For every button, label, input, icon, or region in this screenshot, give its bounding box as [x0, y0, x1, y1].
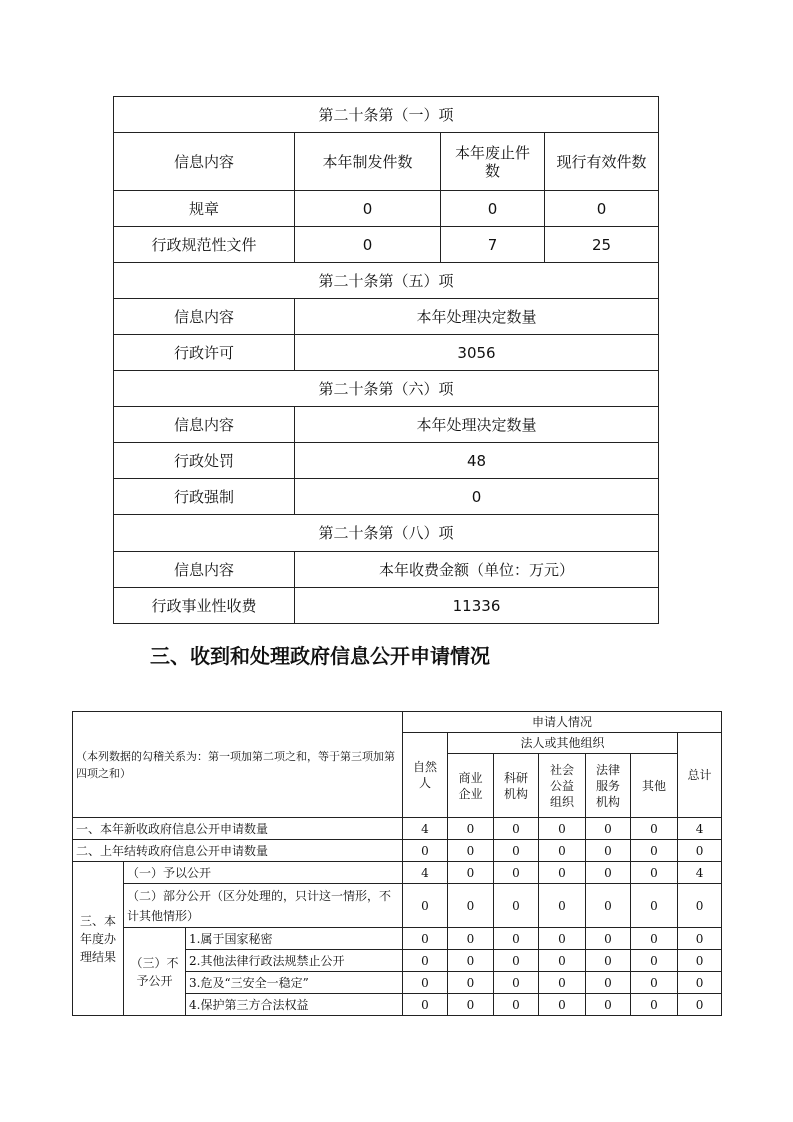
header-info-content: 信息内容 [114, 407, 295, 443]
row-group-not-disclose-line2: 予公开 [136, 973, 173, 988]
table-cell: 0 [448, 928, 494, 950]
table-cell: 0 [448, 862, 494, 884]
table-cell: 0 [539, 972, 586, 994]
header-social-line3: 组织 [549, 794, 574, 809]
table-cell: 0 [494, 862, 539, 884]
header-decision-count: 本年处理决定数量 [295, 407, 659, 443]
header-legal-service [586, 754, 631, 818]
row-group-results [73, 862, 124, 1016]
table-cell: 0 [586, 884, 631, 928]
header-business-line1: 商业 [458, 770, 483, 785]
table-cell: 0 [403, 994, 448, 1016]
cell-normative-issued: 0 [295, 227, 441, 263]
header-info-content: 信息内容 [114, 299, 295, 335]
table-cell: 0 [403, 950, 448, 972]
header-business-line2: 企业 [458, 786, 483, 801]
table-cell: 0 [403, 928, 448, 950]
table-cell: 0 [448, 972, 494, 994]
table-cell: 0 [678, 994, 722, 1016]
table-cell: 0 [586, 950, 631, 972]
header-natural-person [403, 733, 448, 818]
header-research-line1: 科研 [503, 770, 528, 785]
table-cell: 0 [586, 818, 631, 840]
header-social-line2: 公益 [549, 778, 574, 793]
header-legal-line1: 法律 [595, 762, 620, 777]
table-cell: 0 [631, 950, 678, 972]
table-cell: 0 [539, 818, 586, 840]
table-cell: 0 [539, 840, 586, 862]
header-info-content: 信息内容 [114, 133, 295, 191]
table-cell: 0 [539, 950, 586, 972]
section-title-20-1: 第二十条第（一）项 [114, 97, 659, 133]
table-cell: 0 [448, 840, 494, 862]
header-fee-amount: 本年收费金额（单位：万元） [295, 552, 659, 588]
row-label-partial-disclose: （二）部分公开（区分处理的，只计这一情形，不计其他情形） [124, 884, 403, 928]
table-cell: 0 [678, 928, 722, 950]
row-label-normative-docs: 行政规范性文件 [114, 227, 295, 263]
row-label-penalty: 行政处罚 [114, 443, 295, 479]
header-legal-line2: 服务 [595, 778, 620, 793]
table-cell: 0 [448, 994, 494, 1016]
table-cell: 4 [403, 818, 448, 840]
table-cell: 0 [631, 928, 678, 950]
table-cell: 0 [631, 840, 678, 862]
section-title-20-6: 第二十条第（六）项 [114, 371, 659, 407]
table-cell: 4 [678, 862, 722, 884]
row-label-enforcement: 行政强制 [114, 479, 295, 515]
table-cell: 0 [494, 884, 539, 928]
row-label-safety-stability: 3.危及“三安全一稳定” [186, 972, 403, 994]
table-cell: 0 [631, 818, 678, 840]
header-research-line2: 机构 [503, 786, 528, 801]
cell-normative-valid: 25 [545, 227, 659, 263]
table-cell: 0 [539, 884, 586, 928]
table-cell: 0 [494, 840, 539, 862]
table-cell: 0 [494, 818, 539, 840]
table-cell: 0 [403, 840, 448, 862]
row-label-license: 行政许可 [114, 335, 295, 371]
row-label-third-party: 4.保护第三方合法权益 [186, 994, 403, 1016]
row-label-carried-applications: 二、上年结转政府信息公开申请数量 [73, 840, 403, 862]
table-cell: 0 [403, 884, 448, 928]
table-cell: 0 [631, 884, 678, 928]
reconciliation-note: （本列数据的勾稽关系为：第一项加第二项之和，等于第三项加第四项之和） [73, 712, 403, 818]
cell-penalty-value: 48 [295, 443, 659, 479]
header-abolished-line2: 数 [484, 161, 500, 180]
header-legal-entities: 法人或其他组织 [448, 733, 678, 754]
table-cell: 0 [539, 994, 586, 1016]
table-cell: 0 [494, 994, 539, 1016]
section-title-20-8: 第二十条第（八）项 [114, 515, 659, 552]
table-cell: 0 [631, 972, 678, 994]
table-cell: 0 [494, 928, 539, 950]
row-label-law-prohibited: 2.其他法律行政法规禁止公开 [186, 950, 403, 972]
header-legal-line3: 机构 [595, 794, 620, 809]
row-label-admin-fee: 行政事业性收费 [114, 588, 295, 624]
table-cell: 0 [539, 928, 586, 950]
header-business [448, 754, 494, 818]
table-cell: 0 [586, 994, 631, 1016]
table-cell: 0 [448, 818, 494, 840]
section-title-20-5: 第二十条第（五）项 [114, 263, 659, 299]
table-cell: 0 [403, 972, 448, 994]
header-social-line1: 社会 [549, 762, 574, 777]
header-research [494, 754, 539, 818]
row-group-not-disclose-line1: （三）不 [130, 955, 179, 970]
table-cell: 0 [494, 950, 539, 972]
cell-rules-abolished: 0 [441, 191, 545, 227]
cell-normative-abolished: 7 [441, 227, 545, 263]
table-cell: 4 [403, 862, 448, 884]
header-other: 其他 [631, 754, 678, 818]
header-abolished-line1: 本年废止件 [454, 143, 530, 162]
table-cell: 0 [631, 994, 678, 1016]
table-cell: 0 [448, 884, 494, 928]
table-cell: 0 [678, 950, 722, 972]
table-cell: 0 [586, 862, 631, 884]
table-cell: 4 [678, 818, 722, 840]
cell-rules-issued: 0 [295, 191, 441, 227]
row-group-results-line2: 年度办 [79, 931, 116, 946]
header-total: 总计 [678, 733, 722, 818]
cell-license-value: 3056 [295, 335, 659, 371]
table-cell: 0 [678, 972, 722, 994]
row-label-rules: 规章 [114, 191, 295, 227]
row-label-new-applications: 一、本年新收政府信息公开申请数量 [73, 818, 403, 840]
cell-rules-valid: 0 [545, 191, 659, 227]
header-abolished-count [441, 133, 545, 191]
application-stats-table [72, 711, 722, 1016]
table-cell: 0 [586, 972, 631, 994]
table-cell: 0 [539, 862, 586, 884]
header-decision-count: 本年处理决定数量 [295, 299, 659, 335]
header-info-content: 信息内容 [114, 552, 295, 588]
table-cell: 0 [586, 840, 631, 862]
header-natural-person-line2: 人 [418, 776, 431, 790]
table-cell: 0 [631, 862, 678, 884]
table-cell: 0 [494, 972, 539, 994]
header-applicant: 申请人情况 [403, 712, 722, 733]
row-label-disclose: （一）予以公开 [124, 862, 403, 884]
header-social-welfare [539, 754, 586, 818]
table-cell: 0 [448, 950, 494, 972]
cell-enforcement-value: 0 [295, 479, 659, 515]
section-heading: 三、收到和处理政府信息公开申请情况 [150, 644, 490, 668]
header-natural-person-line1: 自然 [412, 760, 437, 774]
header-valid-count: 现行有效件数 [545, 133, 659, 191]
disclosure-stats-table [113, 96, 659, 624]
header-issued-count: 本年制发件数 [295, 133, 441, 191]
row-group-results-line1: 三、本 [79, 913, 116, 928]
row-label-state-secret: 1.属于国家秘密 [186, 928, 403, 950]
table-cell: 0 [586, 928, 631, 950]
cell-admin-fee-value: 11336 [295, 588, 659, 624]
table-cell: 0 [678, 884, 722, 928]
row-group-results-line3: 理结果 [79, 949, 116, 964]
row-group-not-disclose [124, 928, 186, 1016]
table-cell: 0 [678, 840, 722, 862]
